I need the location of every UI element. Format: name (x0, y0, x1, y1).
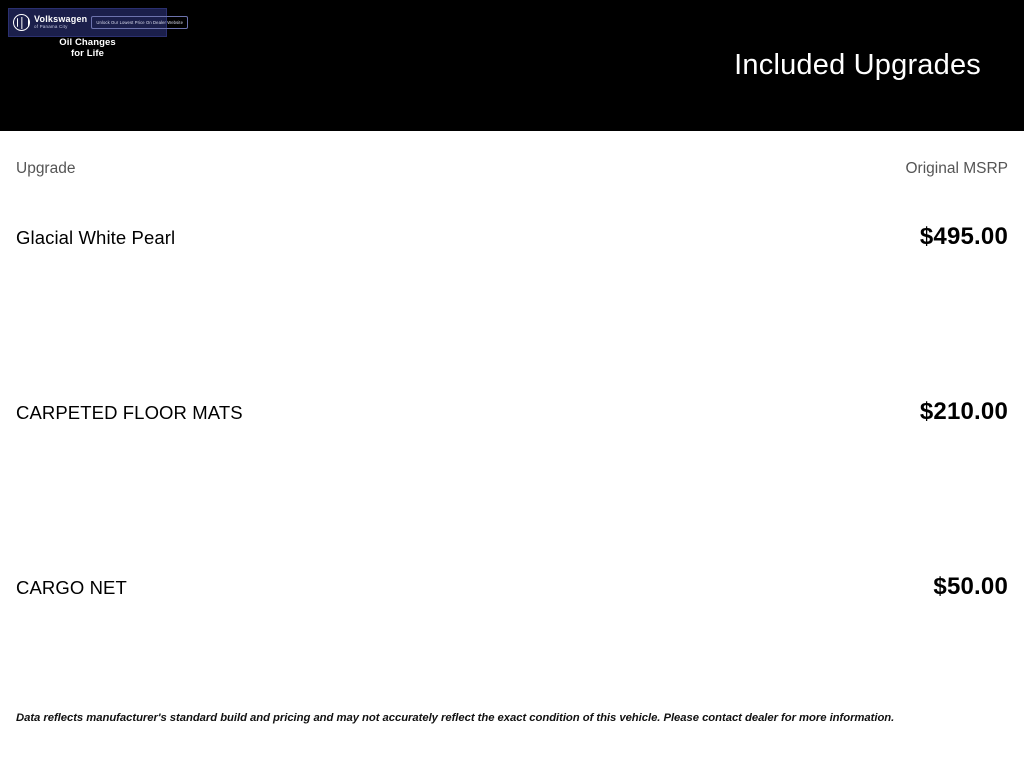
upgrades-table (0, 131, 1024, 734)
volkswagen-logo-icon (13, 14, 30, 31)
dealer-wordmark-sub: of Panama City (34, 23, 68, 29)
oil-changes-tagline (8, 37, 167, 59)
dealer-wordmark-main: Volkswagen (34, 14, 88, 25)
upgrade-price: $50.00 (933, 573, 1008, 600)
upgrade-name: CARPETED FLOOR MATS (16, 402, 243, 423)
upgrade-name: CARGO NET (16, 577, 127, 598)
dealer-brand-badge[interactable] (8, 8, 184, 37)
page-title: Included Upgrades (734, 49, 981, 81)
oil-changes-tagline-line2: for Life (71, 48, 104, 59)
column-header-msrp: Original MSRP (905, 160, 1008, 177)
column-header-upgrade: Upgrade (16, 160, 76, 177)
dealer-wordmark (34, 15, 87, 29)
upgrade-price: $210.00 (919, 398, 1008, 425)
table-header-row (16, 131, 1008, 209)
table-row (16, 209, 1008, 384)
page-header (0, 0, 1024, 131)
table-row (16, 384, 1008, 559)
oil-changes-tagline-line1: Oil Changes (59, 37, 116, 48)
disclaimer-text: Data reflects manufacturer's standard build and pricing and may not accurately reflect the exact condition of this vehicle. Please contact dealer for more information. (16, 712, 895, 724)
upgrade-price: $495.00 (919, 223, 1008, 250)
table-row (16, 559, 1008, 734)
upgrade-name: Glacial White Pearl (16, 227, 176, 248)
unlock-price-button[interactable]: Unlock Our Lowest Price On Dealer Website (91, 16, 188, 29)
